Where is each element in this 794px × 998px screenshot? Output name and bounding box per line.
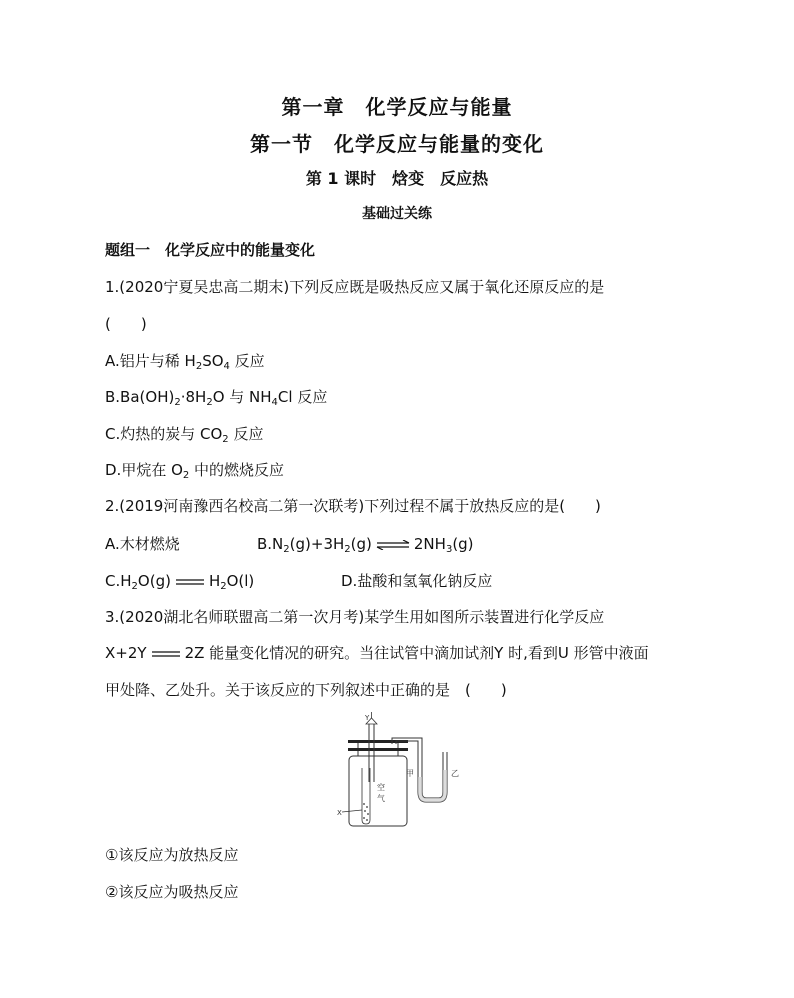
q1-blank: ( ) [105,315,147,333]
q1-stem: 1.(2020宁夏吴忠高二期末)下列反应既是吸热反应又属于氧化还原反应的是 [105,278,605,296]
practice-title: 基础过关练 [362,206,432,222]
q3-stem-line2: X+2Y 2Z 能量变化情况的研究。当往试管中滴加试剂Y 时,看到U 形管中液面 [105,644,649,662]
figure-label-yi: 乙 [451,769,459,778]
equals-arrow-icon [151,650,181,658]
group-title: 题组一 化学反应中的能量变化 [105,241,316,259]
q2-option-d: D.盐酸和氢氧化钠反应 [341,572,493,590]
q3-stem-line3: 甲处降、乙处升。关于该反应的下列叙述中正确的是 ( ) [105,681,507,699]
equilibrium-arrow-icon [376,540,410,550]
q2-option-c: $C.H_2O(g)$ $H_2O(l)$ [105,572,255,592]
q1-option-c: C.灼热的炭与 $CO_2$ 反应 [105,425,264,445]
apparatus-diagram [336,712,496,830]
equals-arrow-icon [175,578,205,586]
figure-label-jia: 甲 [406,769,414,778]
q3-statement-1: ①该反应为放热反应 [105,846,239,864]
q1-option-a: A.铝片与稀 $H_2SO_4$ 反应 [105,352,265,372]
lesson-title: 第 1 课时 焓变 反应热 [305,169,489,188]
section-title: 第一节 化学反应与能量的变化 [250,132,544,156]
q2-option-b: $B.N_2(g)+3H_2(g)$ $2NH_3(g)$ [257,535,474,555]
figure-label-air-1: 空 [377,783,385,792]
q1-option-b: $B.Ba(OH)_2\cdot 8H_2O$ 与 $NH_4Cl$ 反应 [105,388,328,408]
figure-label-x: X [337,809,342,817]
q3-statement-2: ②该反应为吸热反应 [105,883,239,901]
q2-option-a: A.木材燃烧 [105,535,180,553]
chapter-title: 第一章 化学反应与能量 [281,95,513,119]
q2-stem: 2.(2019河南豫西名校高二第一次联考)下列过程不属于放热反应的是( ) [105,497,601,515]
figure-label-y: Y [365,714,370,722]
q1-option-d: D.甲烷在 $O_2$ 中的燃烧反应 [105,461,285,481]
figure-label-air-2: 气 [377,794,385,803]
q3-stem-line1: 3.(2020湖北名师联盟高二第一次月考)某学生用如图所示装置进行化学反应 [105,608,605,626]
